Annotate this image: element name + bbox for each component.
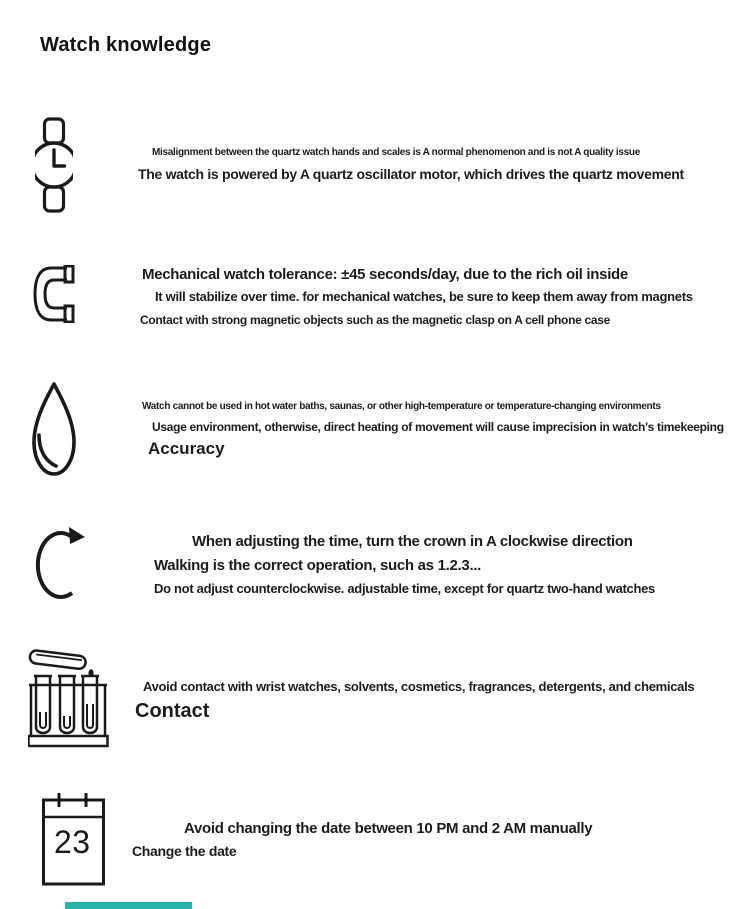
calendar-day-number: 23 [54, 824, 91, 860]
wristwatch-icon [35, 117, 73, 213]
date-change-line: Change the date [132, 843, 237, 859]
accuracy-heading: Accuracy [148, 439, 225, 458]
magnet-contact-line: Contact with strong magnetic objects such as the magnetic clasp on A cell phone case [140, 313, 611, 327]
magnet-stabilize-line: It will stabilize over time. for mechanical watches, be sure to keep them away from magnets [155, 289, 693, 304]
magnet-tolerance-line: Mechanical watch tolerance: ±45 seconds/day, due to the rich oil inside [142, 266, 628, 283]
page-title: Watch knowledge [40, 34, 212, 56]
clockwise-arrow-icon [33, 527, 87, 603]
crown-counterclockwise-line: Do not adjust counterclockwise. adjustable time, except for quartz two-hand watches [154, 581, 655, 596]
test-tubes-icon [28, 648, 110, 750]
date-avoid-line: Avoid changing the date between 10 PM and 2 AM manually [184, 820, 593, 837]
crown-clockwise-line: When adjusting the time, turn the crown in A clockwise direction [192, 533, 633, 550]
magnet-icon [33, 265, 75, 323]
contact-heading: Contact [135, 700, 210, 722]
quartz-main-line: The watch is powered by A quartz oscillator motor, which drives the quartz movement [138, 166, 684, 182]
water-drop-icon [30, 380, 78, 478]
temperature-warning-line: Watch cannot be used in hot water baths, saunas, or other high-temperature or temperature-changing environments [142, 401, 661, 412]
chemical-avoid-line: Avoid contact with wrist watches, solvents, cosmetics, fragrances, detergents, and chemicals [143, 679, 695, 694]
quartz-note-line: Misalignment between the quartz watch hands and scales is A normal phenomenon and is not A quality issue [152, 147, 640, 158]
temperature-usage-line: Usage environment, otherwise, direct heating of movement will cause imprecision in watch's timekeeping [152, 420, 724, 434]
crown-walking-line: Walking is the correct operation, such as 1.2.3... [154, 557, 482, 574]
bottom-cropped-teal-bar [65, 902, 192, 909]
